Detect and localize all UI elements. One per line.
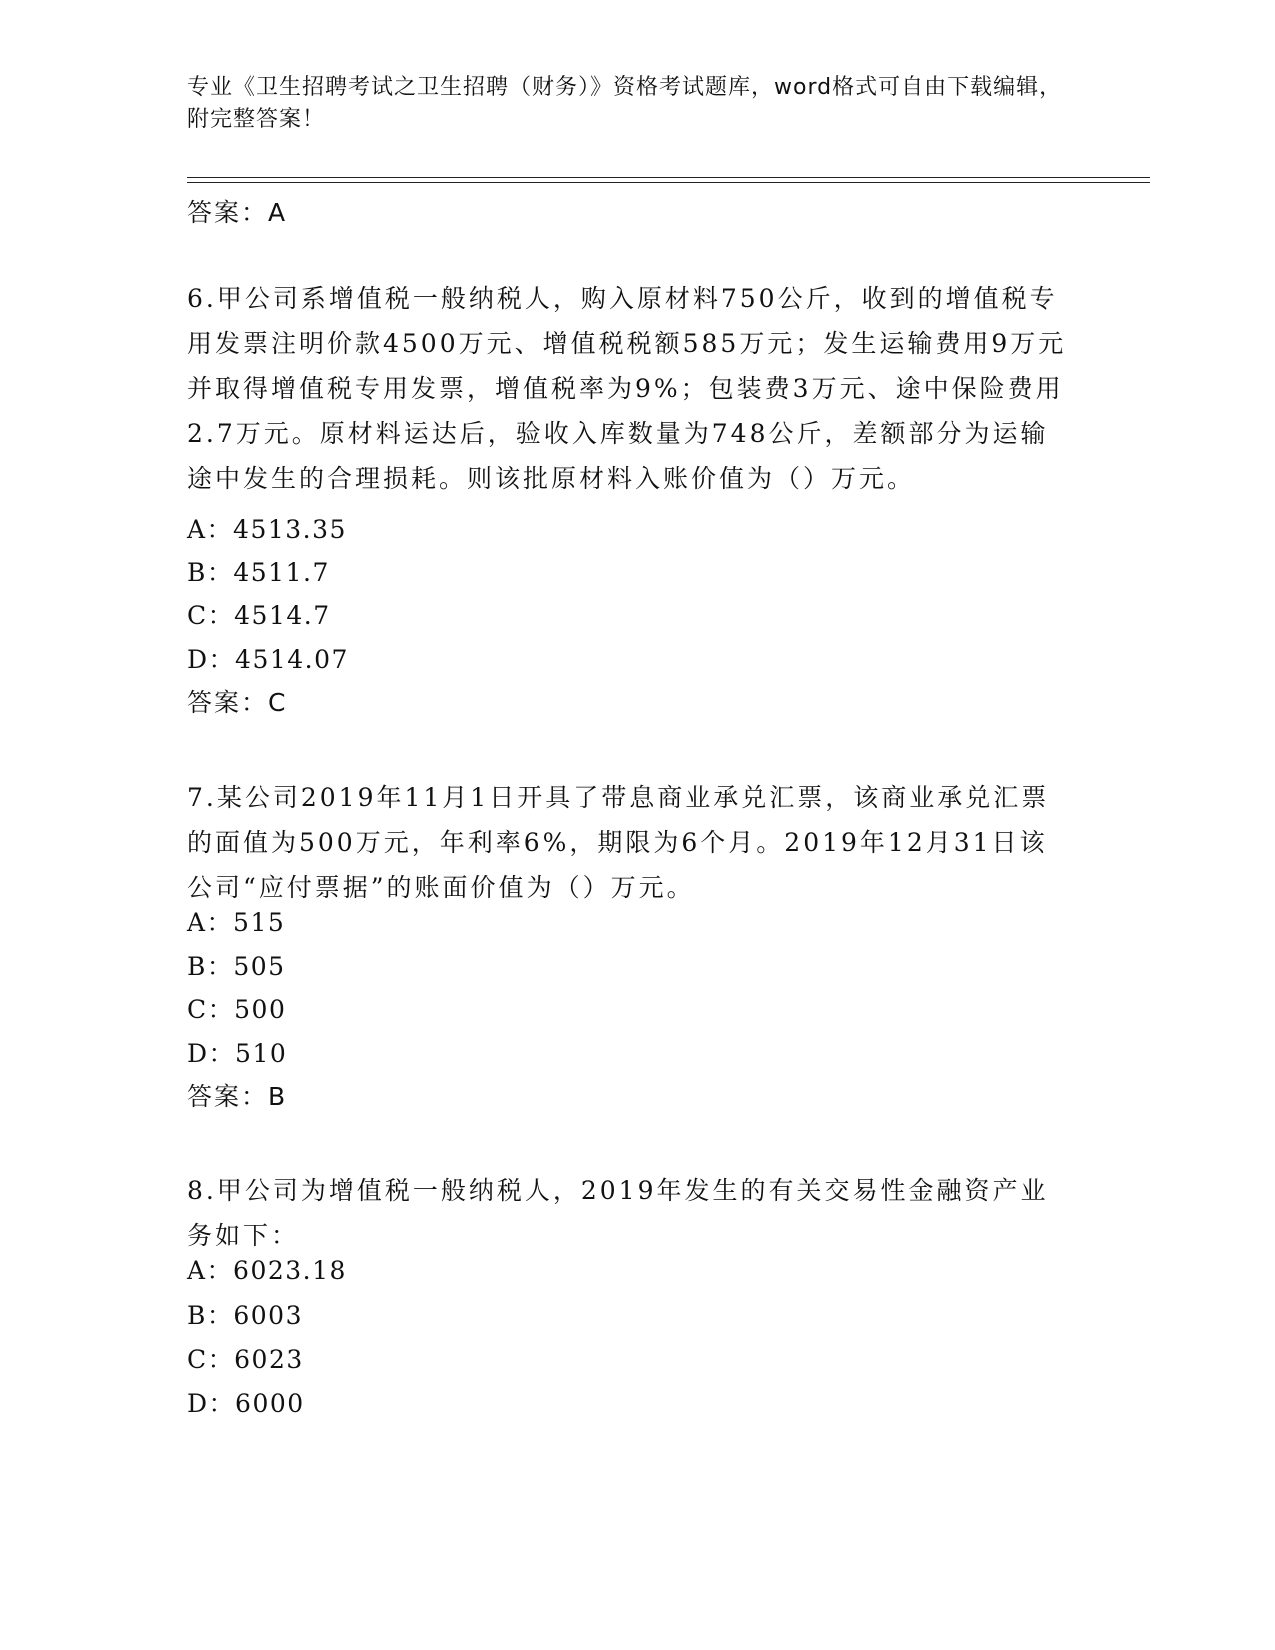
question-8-option-d: D：6000 (187, 1389, 305, 1418)
question-7-text: 7.某公司2019年11月1日开具了带息商业承兑汇票，该商业承兑汇票的面值为500万元，年利率6%，期限为6个月。2019年12月31日该公司“应付票据”的账面价值为（）万元。 (187, 783, 1050, 902)
header-rule-bottom (187, 182, 1150, 183)
question-6-text: 6.甲公司系增值税一般纳税人，购入原材料750公斤，收到的增值税专用发票注明价款4500万元、增值税税额585万元；发生运输费用9万元并取得增值税专用发票，增值税率为9%；包装费3万元、途中保险费用2.7万元。原材料运达后，验收入库数量为748公斤，差额部分为运输途中发生的合理损耗。则该批原材料入账价值为（）万元。 (187, 284, 1067, 493)
question-6-answer: 答案：C (187, 688, 288, 717)
question-7-option-c: C：500 (187, 995, 287, 1024)
question-7-answer: 答案：B (187, 1082, 288, 1111)
question-8-text: 8.甲公司为增值税一般纳税人，2019年发生的有关交易性金融资产业务如下： (187, 1176, 1049, 1250)
document-header: 专业《卫生招聘考试之卫生招聘（财务）》资格考试题库，word格式可自由下载编辑，附完整答案！ (187, 75, 1063, 132)
question-8-option-b: B：6003 (187, 1301, 303, 1330)
header-rule-top (187, 177, 1150, 178)
question-6-option-d: D：4514.07 (187, 645, 349, 674)
question-7-option-d: D：510 (187, 1039, 288, 1068)
question-7-option-b: B：505 (187, 952, 286, 981)
question-8-option-c: C：6023 (187, 1345, 304, 1374)
question-6-option-c: C：4514.7 (187, 601, 331, 630)
question-8-option-a: A：6023.18 (187, 1256, 347, 1285)
question-7-option-a: A：515 (187, 908, 286, 937)
question-6-option-b: B：4511.7 (187, 558, 330, 587)
question-6-option-a: A：4513.35 (187, 515, 347, 544)
answer-previous: 答案：A (187, 198, 288, 227)
